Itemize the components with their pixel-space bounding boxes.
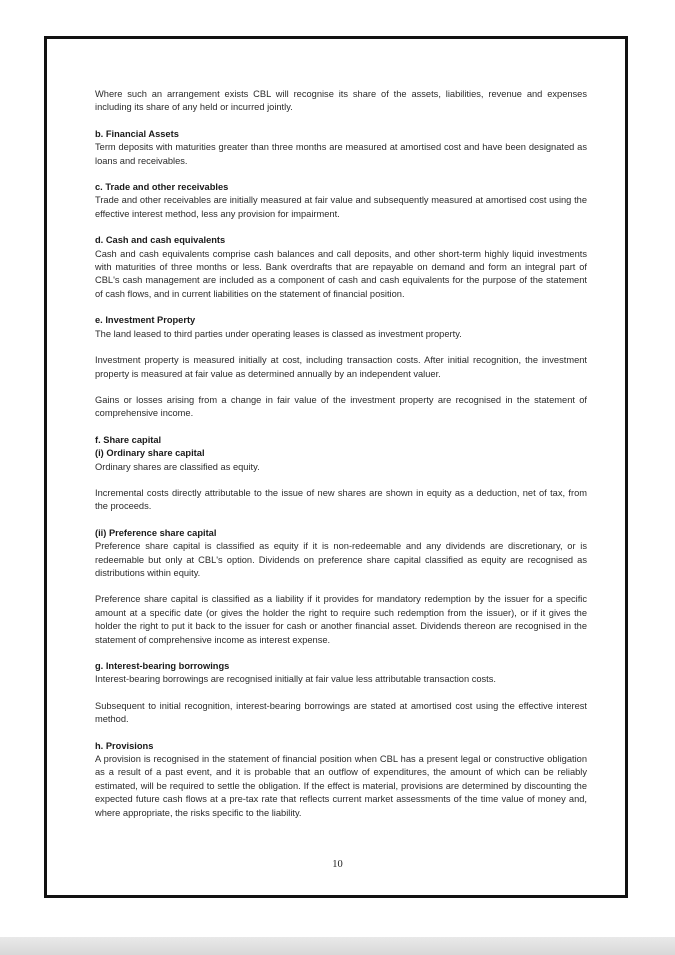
paragraph: Gains or losses arising from a change in fair value of the investment property are recognised in the statement of comprehensive income. <box>95 394 587 419</box>
paragraph: Trade and other receivables are initially measured at fair value and subsequently measured at amortised cost using the effective interest method, less any provision for impairment. <box>95 195 587 219</box>
subheading-preference-share-capital: (ii) Preference share capital <box>95 527 217 538</box>
intro-paragraph: Where such an arrangement exists CBL will recognise its share of the assets, liabilities, revenue and expenses including its share of any held or incurred jointly. <box>95 89 587 113</box>
paragraph: Ordinary shares are classified as equity. <box>95 461 260 472</box>
document-body <box>95 88 587 820</box>
paragraph: A provision is recognised in the statement of financial position when CBL has a present legal or constructive obligation as a result of a past event, and it is probable that an outflow of expenditures, the amount of which can be reliably estimated, will be required to settle the obligation. If the effect is material, provisions are determined by discounting the expected future cash flows at a pre-tax rate that reflects current market assessments of the time value of money and, where appropriate, the risks specific to the liability. <box>95 754 587 818</box>
viewer-bottom-edge <box>0 937 675 955</box>
paragraph: The land leased to third parties under operating leases is classed as investment property. <box>95 328 462 339</box>
paragraph: Cash and cash equivalents comprise cash balances and call deposits, and other short-term highly liquid investments with maturities of three months or less. Bank overdrafts that are repayable on demand and form an integral part of CBL's cash management are included as a component of cash and cash equivalents for the purpose of the statement of cash flows, and in current liabilities on the statement of financial position. <box>95 248 587 299</box>
section-heading-share-capital: f. Share capital <box>95 434 162 445</box>
subheading-ordinary-share-capital: (i) Ordinary share capital <box>95 448 205 459</box>
paragraph: Interest-bearing borrowings are recognised initially at fair value less attributable transaction costs. <box>95 674 497 685</box>
paragraph: Term deposits with maturities greater than three months are measured at amortised cost and have been designated as loans and receivables. <box>95 142 587 166</box>
paragraph: Incremental costs directly attributable to the issue of new shares are shown in equity as a deduction, net of tax, from the proceeds. <box>95 487 587 512</box>
page-number: 10 <box>332 859 343 870</box>
paragraph: Preference share capital is classified as a liability if it provides for mandatory redemption by the issuer for a specific amount at a specific date (or gives the holder the right to require such redemption from the issuer), or if it gives the holder the right to put it back to the issuer for cash or another financial asset. Dividends thereon are recognised in the statement of comprehensive income as interest expense. <box>95 594 587 645</box>
paragraph: Preference share capital is classified as equity if it is non-redeemable and any dividends are discretionary, or is redeemable but only at CBL's option. Dividends on preference share capital classified as equity are recognised as distributions within equity. <box>95 541 587 578</box>
section-heading-financial-assets: b. Financial Assets <box>95 128 179 139</box>
paragraph: Subsequent to initial recognition, interest-bearing borrowings are stated at amortised cost using the effective interest method. <box>95 700 587 725</box>
section-heading-interest-bearing-borrowings: g. Interest-bearing borrowings <box>95 661 230 671</box>
section-heading-cash-equivalents: d. Cash and cash equivalents <box>95 235 226 246</box>
paragraph: Investment property is measured initially at cost, including transaction costs. After initial recognition, the investment property is measured at fair value as determined annually by an independent valuer. <box>95 355 587 379</box>
section-heading-trade-receivables: c. Trade and other receivables <box>95 182 229 193</box>
section-heading-investment-property: e. Investment Property <box>95 315 196 326</box>
section-heading-provisions: h. Provisions <box>95 740 154 751</box>
